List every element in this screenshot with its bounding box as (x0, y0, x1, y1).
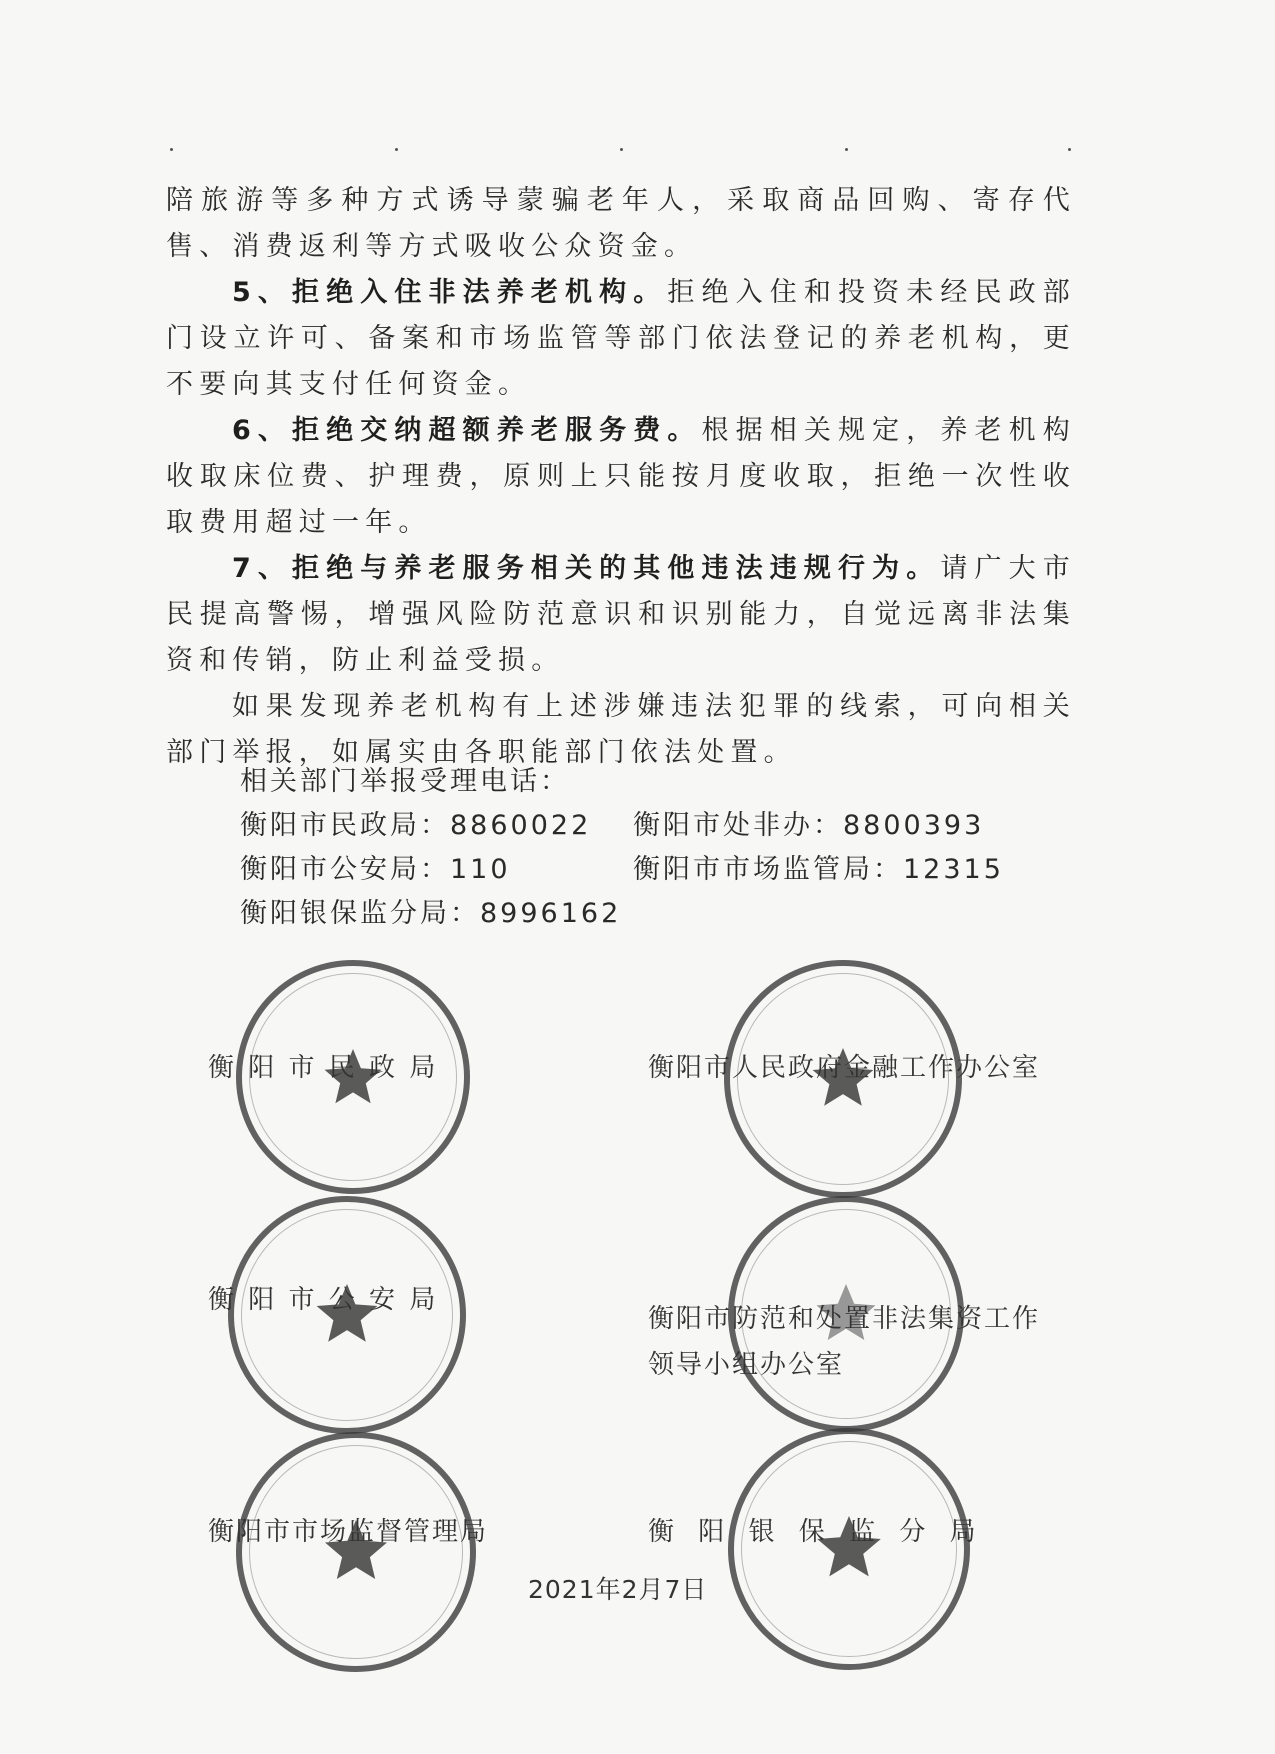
unit-market-regulation: 衡阳市市场监督管理局 (208, 1517, 489, 1547)
unit-public-security: 衡 阳 市 公 安 局 (208, 1285, 439, 1315)
scan-dots (170, 148, 1070, 154)
contact-civil-affairs: 衡阳市民政局：8860022 (240, 810, 592, 841)
contact-banking-insurance: 衡阳银保监分局：8996162 (240, 898, 622, 929)
paragraph-item-7: 7、拒绝与养老服务相关的其他违法违规行为。请广大市民提高警惕，增强风险防范意识和识别能力，自觉远离非法集资和传销，防止利益受损。 (166, 553, 1076, 676)
unit-illegal-fundraising-office: 衡阳市防范和处置非法集资工作领导小组办公室 (648, 1304, 1041, 1380)
contact-row (240, 804, 1100, 848)
body-text (166, 178, 1076, 776)
paragraph-item-5: 5、拒绝入住非法养老机构。拒绝入住和投资未经民政部门设立许可、备案和市场监管等部门依法登记的养老机构，更不要向其支付任何资金。 (166, 277, 1076, 400)
paragraph-continuation: 陪旅游等多种方式诱导蒙骗老年人，采取商品回购、寄存代售、消费返利等方式吸收公众资金。 (166, 185, 1076, 262)
seal-market-regulation (236, 1432, 476, 1672)
item-5-heading: 5、拒绝入住非法养老机构。 (232, 277, 668, 308)
issue-date: 2021年2月7日 (528, 1575, 708, 1604)
contact-row (240, 848, 1100, 892)
paragraph-item-6: 6、拒绝交纳超额养老服务费。根据相关规定，养老机构收取床位费、护理费，原则上只能按月度收取，拒绝一次性收取费用超过一年。 (166, 415, 1076, 538)
paragraph-report: 如果发现养老机构有上述涉嫌违法犯罪的线索，可向相关部门举报，如属实由各职能部门依法处置。 (166, 691, 1076, 768)
contact-anti-fraud-office: 衡阳市处非办：8800393 (633, 810, 985, 841)
item-6-heading: 6、拒绝交纳超额养老服务费。 (232, 415, 702, 446)
unit-finance-office: 衡阳市人民政府金融工作办公室 (648, 1053, 1041, 1083)
contact-public-security: 衡阳市公安局：110 (240, 854, 511, 885)
item-7-heading: 7、拒绝与养老服务相关的其他违法违规行为。 (232, 553, 941, 584)
contact-row (240, 892, 1100, 936)
contact-market-regulation: 衡阳市市场监管局：12315 (633, 854, 1004, 885)
contact-heading: 相关部门举报受理电话： (240, 766, 570, 797)
contact-list (240, 760, 1100, 936)
unit-civil-affairs: 衡 阳 市 民 政 局 (208, 1053, 439, 1083)
unit-banking-insurance: 衡 阳 银 保 监 分 局 (648, 1517, 984, 1547)
